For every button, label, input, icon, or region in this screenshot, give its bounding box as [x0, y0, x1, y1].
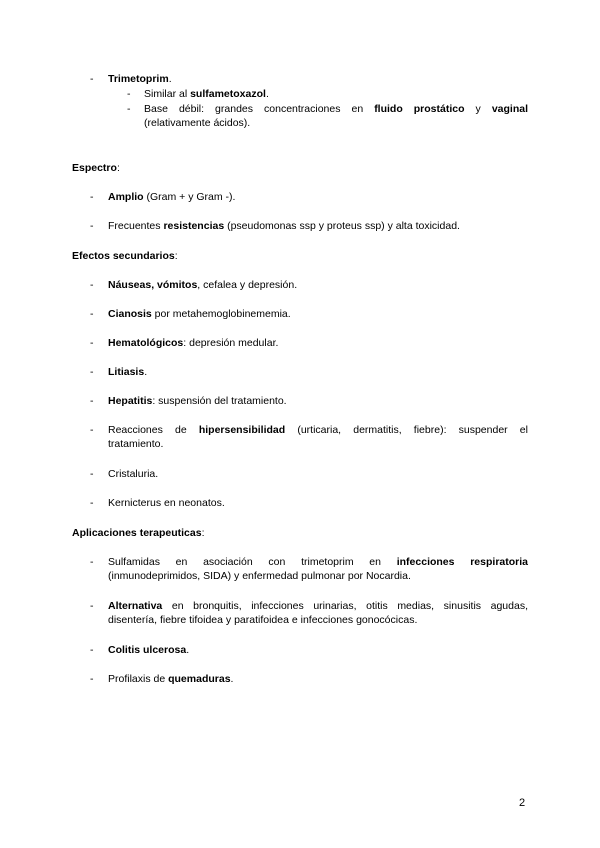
heading-espectro: Espectro:	[72, 162, 120, 174]
sub-item-similar: - Similar al sulfametoxazol.	[127, 88, 269, 100]
list-item-sulfamidas: - Sulfamidas en asociación con trimetoprim en infecciones respiratoria (inmunodeprimidos, SIDA) y enfermedad pulmonar por Nocardia.	[90, 556, 528, 582]
list-item-colitis: - Colitis ulcerosa.	[90, 644, 190, 656]
list-item-amplio: - Amplio (Gram + y Gram -).	[90, 191, 236, 203]
list-item-alternativa: - Alternativa en bronquitis, infecciones urinarias, otitis medias, sinusitis agudas, disentería, fiebre tifoidea y paratifoidea e infecciones gonocócicas.	[90, 600, 528, 626]
list-item-litiasis: - Litiasis.	[90, 366, 148, 378]
list-item-nauseas: - Náuseas, vómitos, cefalea y depresión.	[90, 279, 298, 291]
list-item-kernicterus: - Kernicterus en neonatos.	[90, 497, 225, 509]
bullet-dash: -	[90, 73, 94, 85]
heading-aplicaciones: Aplicaciones terapeuticas:	[72, 527, 205, 539]
page-number: 2	[519, 797, 526, 809]
list-item-cianosis: - Cianosis por metahemoglobinememia.	[90, 308, 291, 320]
list-item-resistencias: - Frecuentes resistencias (pseudomonas ssp y proteus ssp) y alta toxicidad.	[90, 220, 460, 232]
sub-item-base-debil: - Base débil: grandes concentraciones en fluido prostático y vaginal (relativamente ácidos).	[127, 103, 528, 129]
list-item-profilaxis: - Profilaxis de quemaduras.	[90, 673, 234, 685]
list-item-cristaluria: - Cristaluria.	[90, 468, 159, 480]
list-item-trimetoprim: - Trimetoprim.	[90, 73, 172, 85]
heading-efectos-secundarios: Efectos secundarios:	[72, 250, 178, 262]
list-item-hipersensibilidad: - Reacciones de hipersensibilidad (urticaria, dermatitis, fiebre): suspender el tratamiento.	[90, 424, 528, 450]
list-item-hematologicos: - Hematológicos: depresión medular.	[90, 337, 279, 349]
trimetoprim-title: Trimetoprim	[108, 73, 169, 85]
list-item-hepatitis: - Hepatitis: suspensión del tratamiento.	[90, 395, 287, 407]
